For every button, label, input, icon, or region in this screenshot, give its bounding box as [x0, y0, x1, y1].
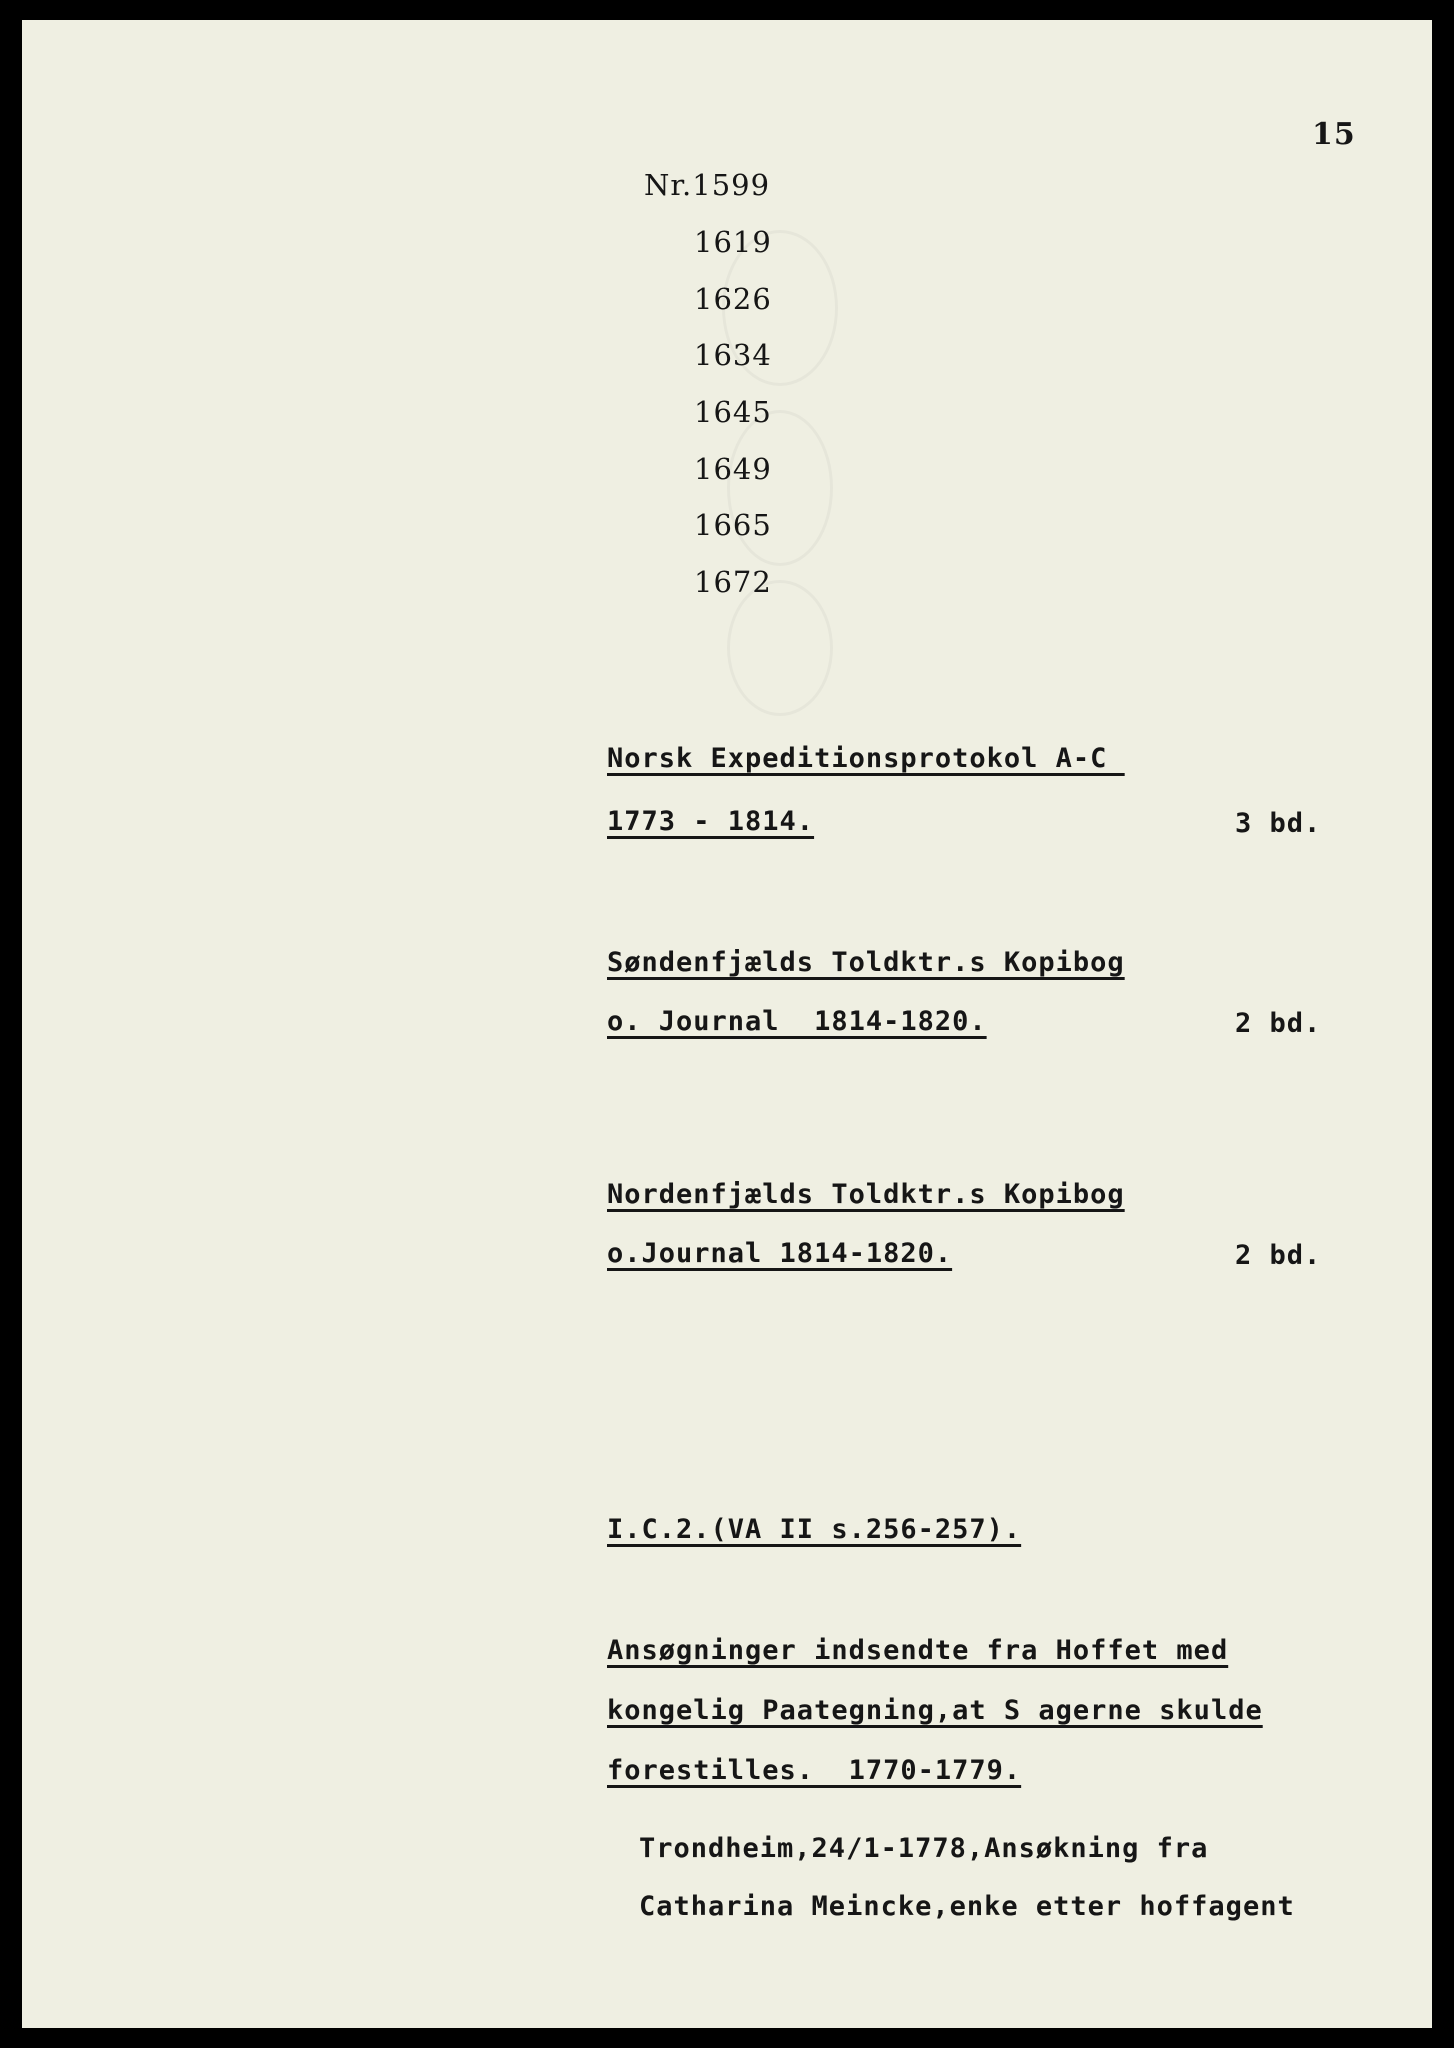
section-title-line: kongelig Paategning,at S agerne skulde [607, 1695, 1263, 1726]
number-list-item: 1645 [694, 395, 772, 429]
body-text-line: Trondheim,24/1-1778,Ansøkning fra [639, 1833, 1209, 1864]
page-number: 15 [1312, 117, 1356, 152]
section-heading: I.C.2.(VA II s.256-257). [607, 1514, 1022, 1545]
number-list-first: Nr.1599 [644, 168, 771, 202]
entry-dates: o. Journal 1814-1820. [607, 1006, 987, 1037]
document-page [22, 20, 1432, 2028]
number-list-item: 1619 [694, 225, 772, 259]
entry-volumes: 2 bd. [1235, 1240, 1322, 1271]
number-list-item: 1626 [694, 282, 772, 316]
entry-dates: 1773 - 1814. [607, 806, 815, 837]
bleed-through-mark [727, 410, 833, 566]
entry-dates: o.Journal 1814-1820. [607, 1238, 953, 1269]
entry-title: Nordenfjælds Toldktr.s Kopibog [607, 1179, 1125, 1210]
bleed-through-mark [727, 580, 833, 716]
section-title-line: Ansøgninger indsendte fra Hoffet med [607, 1635, 1229, 1666]
number-list-item: 1672 [694, 565, 772, 599]
body-text-line: Catharina Meincke,enke etter hoffagent [639, 1891, 1295, 1922]
entry-title: Norsk Expeditionsprotokol A-C [607, 743, 1125, 774]
number-list-item: 1649 [694, 452, 772, 486]
number-list-item: 1634 [694, 338, 772, 372]
section-title-line: forestilles. 1770-1779. [607, 1755, 1022, 1786]
entry-volumes: 2 bd. [1235, 1008, 1322, 1039]
entry-title: Søndenfjælds Toldktr.s Kopibog [607, 947, 1125, 978]
number-list-item: 1665 [694, 508, 772, 542]
entry-volumes: 3 bd. [1235, 808, 1322, 839]
